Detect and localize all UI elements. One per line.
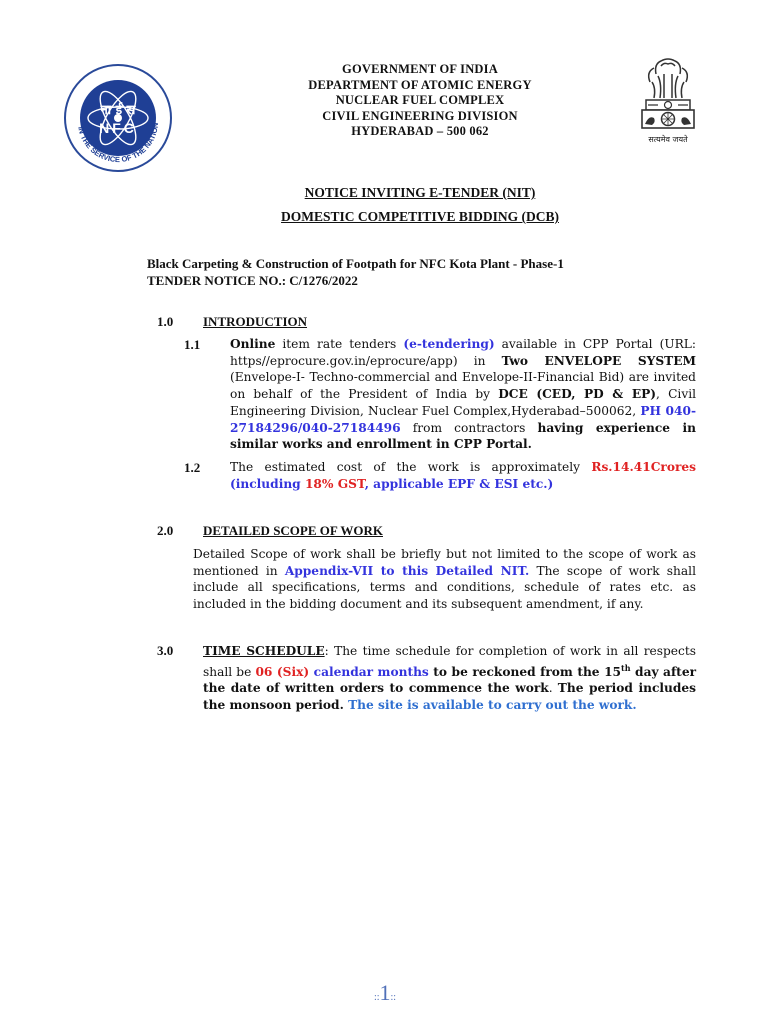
text-run: to be reckoned from the 15 <box>428 664 622 679</box>
text-run: (including <box>230 476 305 491</box>
text-run: calendar months <box>309 664 429 679</box>
clause-number: 1.2 <box>184 460 201 475</box>
text-run: 06 (Six) <box>255 664 310 679</box>
emblem-motto: सत्यमेव जयते <box>648 135 688 144</box>
header-line-4: CIVIL ENGINEERING DIVISION <box>322 108 518 123</box>
section-number: 1.0 <box>157 314 174 329</box>
text-run: The scope of work shall include all specifications, terms and conditions, schedule of rates etc. as included in the bidding document and its subsequent amendment, if any. <box>193 563 696 612</box>
letterhead <box>230 62 610 140</box>
header-line-2: DEPARTMENT OF ATOMIC ENERGY <box>308 77 532 92</box>
text-run: The estimated cost of the work is approximately <box>230 460 592 474</box>
ashoka-emblem-icon <box>628 52 708 134</box>
tender-notice-number: TENDER NOTICE NO.: C/1276/2022 <box>147 273 358 288</box>
page-number-left: :: <box>373 992 380 1003</box>
clause-number: 1.1 <box>184 337 201 352</box>
header-line-5: HYDERABAD – 500 062 <box>351 124 489 139</box>
text-run: Appendix-VII to this Detailed NIT. <box>284 563 530 578</box>
text-run: Two ENVELOPE SYSTEM <box>501 353 696 368</box>
text-run: from contractors <box>400 420 538 435</box>
text-run: : The time schedule for completion of work in all respects shall be <box>203 644 697 679</box>
text-run: Detailed Scope of work shall be briefly but not limited to the scope of work as mentioned in <box>193 547 696 578</box>
text-run: available in CPP Portal (URL: https//eprocure.gov.in/eprocure/app) in <box>230 337 696 368</box>
nfc-logo-icon <box>62 62 174 174</box>
page-number <box>0 980 770 1006</box>
page-number-right: :: <box>390 992 397 1003</box>
estimated-cost: Rs.14.41Crores <box>591 460 696 474</box>
section-title-scope: DETAILED SCOPE OF WORK <box>203 523 383 538</box>
section-number: 2.0 <box>157 523 174 538</box>
clause-1-1-text <box>230 336 696 453</box>
text-run: DCE (CED, PD & EP) <box>498 387 657 402</box>
text-run: item rate tenders <box>275 337 404 351</box>
work-name: Black Carpeting & Construction of Footpath for NFC Kota Plant - Phase-1 <box>147 256 564 271</box>
text-run: 18% GST <box>304 476 365 491</box>
text-run: The period includes the monsoon period. <box>203 681 697 713</box>
time-schedule-text <box>203 643 696 714</box>
ashoka-emblem <box>628 52 708 148</box>
text-run: having experience in similar works and enrollment in CPP Portal. <box>230 420 697 452</box>
text-run: The site is available to carry out the work. <box>343 698 637 713</box>
clause-1-2-text <box>230 459 696 492</box>
text-run: th <box>621 662 631 673</box>
nfc-logo <box>62 62 174 174</box>
section-number: 3.0 <box>157 643 174 658</box>
phone-numbers: PH 040-27184296/040-27184496 <box>230 403 697 435</box>
page-number-value: 1 <box>379 980 391 1005</box>
text-run: TIME SCHEDULE <box>203 644 325 658</box>
svg-text:IN THE SERVICE OF THE NATION: IN THE SERVICE OF THE NATION <box>76 122 161 165</box>
text-run: , applicable EPF & ESI etc.) <box>364 476 554 491</box>
header-line-1: GOVERNMENT OF INDIA <box>342 62 498 76</box>
nit-title: NOTICE INVITING E-TENDER (NIT) <box>304 185 536 200</box>
scope-text <box>193 546 696 613</box>
text-run: , Civil Engineering Division, Nuclear Fuel Complex,Hyderabad–500062, <box>230 387 696 418</box>
nfc-logo-abbr: NFC <box>99 120 137 136</box>
header-line-3: NUCLEAR FUEL COMPLEX <box>335 93 505 108</box>
dcb-title: DOMESTIC COMPETITIVE BIDDING (DCB) <box>281 209 559 224</box>
text-run: . <box>548 681 558 696</box>
text-run: (e-tendering) <box>403 337 495 351</box>
text-run: Online <box>230 337 276 351</box>
text-run: day after the date of written orders to commence the work <box>203 664 696 696</box>
text-run: (Envelope-I- Techno-commercial and Envelope-II-Financial Bid) are invited on behalf of the President of India by <box>230 370 696 402</box>
section-title-introduction: INTRODUCTION <box>203 314 308 329</box>
nfc-logo-hindi: ना ई स <box>100 103 136 118</box>
